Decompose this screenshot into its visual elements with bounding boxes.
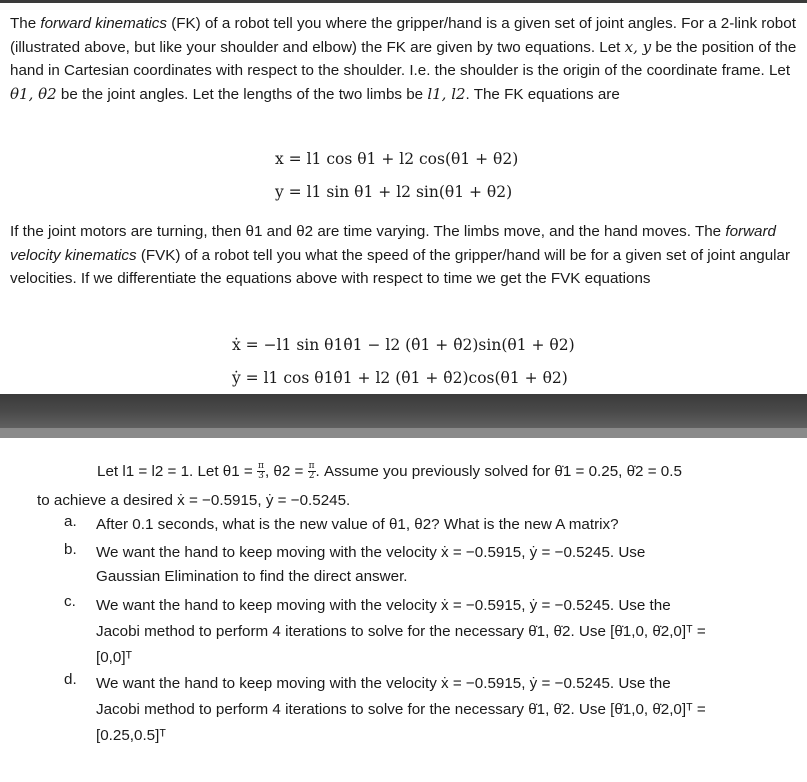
item-c-letter: c. <box>64 593 76 610</box>
item-d-text <box>96 671 706 749</box>
intro-text-2: (FK) of a robot tell you where the gripper/hand is a given set of joint angles. For a 2-link robot (illustrated above, but like your shoulder and elbow) the FK are given by two equations. Let <box>10 15 796 56</box>
intro-text-4: be the joint angles. Let the lengths of the two limbs be <box>56 85 428 103</box>
item-b-letter: b. <box>64 541 77 558</box>
fraction-denominator: 2 <box>308 471 315 482</box>
fraction-numerator: π <box>308 461 315 472</box>
fk-equation-y: y = l1 sin θ1 + l2 sin(θ1 + θ2) <box>275 183 513 201</box>
section-divider-shade <box>0 428 807 438</box>
item-d-line: Jacobi method to perform 4 iterations to solve for the necessary θ̇1, θ̇2. Use [θ̇1,0, θ̇2,0]ᵀ = <box>96 701 706 718</box>
problem-text-2: , θ2 = <box>264 463 308 480</box>
item-b-line: We want the hand to keep moving with the velocity ẋ = −0.5915, ẏ = −0.5245. Use <box>96 544 646 561</box>
problem-given <box>97 460 682 484</box>
problem-text-3: . Assume you previously solved for θ̇1 = 0.25, θ̇2 = 0.5 <box>315 463 682 480</box>
length-symbols: l1, l2 <box>427 84 466 103</box>
item-c-line: Jacobi method to perform 4 iterations to solve for the necessary θ̇1, θ̇2. Use [θ̇1,0, θ̇2,0]ᵀ = <box>96 623 706 640</box>
fvk-equation-ydot: ẏ = l1 cos θ1θ̇1 + l2 (θ̇1 + θ̇2)cos(θ1 + θ2) <box>232 369 568 387</box>
intro-text-3: be the position of the hand in Cartesian coordinates with respect to the shoulder. I.e. the shoulder is the origin of the coordinate frame. Let <box>10 38 797 79</box>
fraction-pi-over-3 <box>257 462 265 481</box>
fvk-equation-xdot: ẋ = −l1 sin θ1θ̇1 − l2 (θ̇1 + θ̇2)sin(θ1 + θ2) <box>232 336 575 354</box>
fk-term: forward kinematics <box>40 15 167 32</box>
fraction-denominator: 3 <box>258 471 264 482</box>
fraction-pi-over-2 <box>308 462 316 481</box>
item-c-line: [0,0]ᵀ <box>96 649 133 666</box>
fvk-paragraph <box>10 220 800 291</box>
item-b-text <box>96 541 645 589</box>
item-d-line: We want the hand to keep moving with the velocity ẋ = −0.5915, ẏ = −0.5245. Use the <box>96 675 671 692</box>
problem-text-1: Let l1 = l2 = 1. Let θ1 = <box>97 463 258 480</box>
fvk-term: forward velocity kinematics <box>10 223 776 264</box>
intro-text-5: . The FK equations are <box>465 85 620 103</box>
item-c-line: We want the hand to keep moving with the velocity ẋ = −0.5915, ẏ = −0.5245. Use the <box>96 597 671 614</box>
para2-text-1: If the joint motors are turning, then θ1 and θ2 are time varying. The limbs move, and the hand moves. The <box>10 223 726 240</box>
top-border <box>0 0 807 3</box>
item-a-text <box>96 513 619 537</box>
intro-text-1: The <box>10 15 41 32</box>
item-d-letter: d. <box>64 671 77 688</box>
item-b-line: Gaussian Elimination to find the direct answer. <box>96 568 408 585</box>
theta-symbols: θ1, θ2 <box>10 84 57 103</box>
item-a-line: After 0.1 seconds, what is the new value of θ1, θ2? What is the new A matrix? <box>96 516 619 533</box>
intro-paragraph <box>10 12 800 106</box>
item-c-text <box>96 593 706 671</box>
xy-symbol: x, y <box>624 37 652 56</box>
item-a-letter: a. <box>64 513 77 530</box>
problem-desired-velocity: to achieve a desired ẋ = −0.5915, ẏ = −0.5245. <box>37 492 351 509</box>
item-d-line: [0.25,0.5]ᵀ <box>96 727 166 744</box>
fk-equation-x: x = l1 cos θ1 + l2 cos(θ1 + θ2) <box>275 150 519 168</box>
fraction-numerator: π <box>258 461 264 472</box>
para2-text-2: (FVK) of a robot tell you what the speed of the gripper/hand will be for a given set of joint angular velocities. If we differentiate the equations above with respect to time we get the FVK equations <box>10 246 791 287</box>
